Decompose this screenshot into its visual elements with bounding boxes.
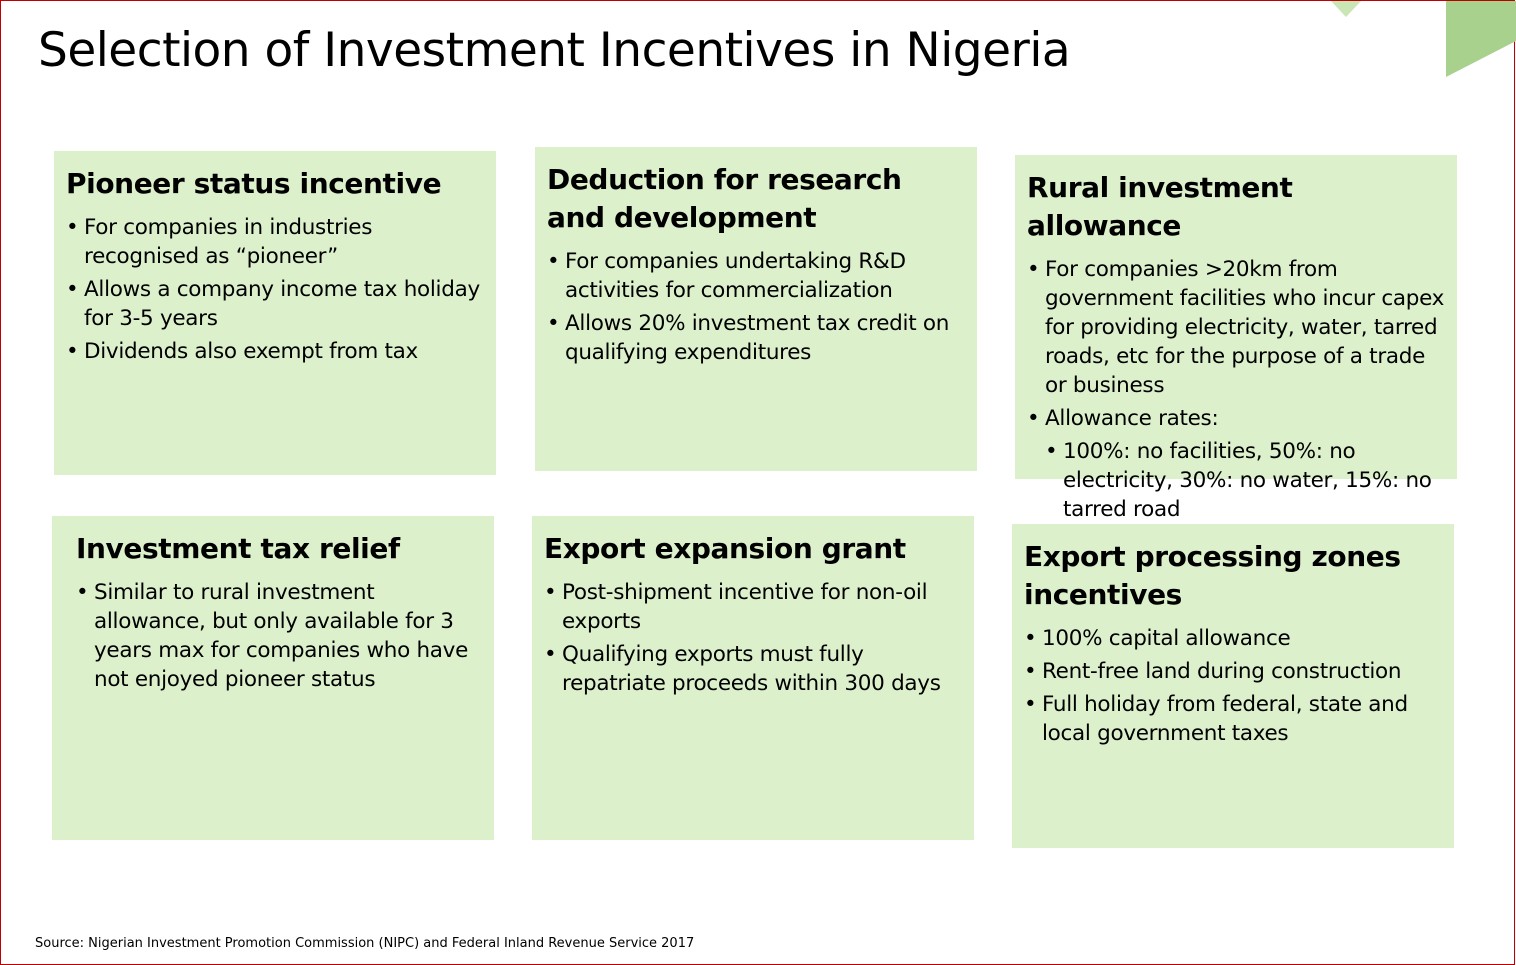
bullet-item: • Allows a company income tax holiday for 3-5 years <box>66 275 484 333</box>
incentive-card-export-processing-zones <box>1012 524 1454 848</box>
card-title: Investment tax relief <box>76 532 400 565</box>
bullet-item: • Allows 20% investment tax credit on qualifying expenditures <box>547 309 965 367</box>
corner-decoration <box>1301 1 1516 81</box>
incentive-card-rural-investment <box>1015 155 1457 522</box>
bullet-item: • 100% capital allowance <box>1024 624 1442 653</box>
bullet-item: • Rent-free land during construction <box>1024 657 1442 686</box>
card-title: Export expansion grant <box>544 532 906 565</box>
bullet-list <box>1027 255 1445 524</box>
incentive-card-research-development <box>535 147 977 471</box>
card-title: Pioneer status incentive <box>66 167 442 200</box>
sub-bullet-item: • 100%: no facilities, 50%: no electricity, 30%: no water, 15%: no tarred road <box>1045 437 1445 524</box>
bullet-list <box>1024 624 1442 748</box>
bullet-item: • Post-shipment incentive for non-oil exports <box>544 578 962 636</box>
incentive-card-investment-tax-relief <box>52 516 494 840</box>
bullet-list <box>544 578 962 698</box>
card-title: Deduction for research and development <box>547 163 902 234</box>
green-triangle-shape <box>1301 1 1516 81</box>
bullet-list <box>76 578 482 694</box>
bullet-item: • Qualifying exports must fully repatriate proceeds within 300 days <box>544 640 962 698</box>
bullet-item: • For companies undertaking R&D activities for commercialization <box>547 247 965 305</box>
source-note: Source: Nigerian Investment Promotion Commission (NIPC) and Federal Inland Revenue Service 2017 <box>35 936 695 951</box>
bullet-item: • Similar to rural investment allowance, but only available for 3 years max for companies who have not enjoyed pioneer status <box>76 578 482 694</box>
bullet-item: • Dividends also exempt from tax <box>66 337 484 366</box>
bullet-item: • Full holiday from federal, state and local government taxes <box>1024 690 1442 748</box>
bullet-list <box>547 247 965 367</box>
bullet-item: • Allowance rates: <box>1027 404 1445 433</box>
bullet-item: • For companies >20km from government facilities who incur capex for providing electricity, water, tarred roads, etc for the purpose of a trade or business <box>1027 255 1445 400</box>
page-title: Selection of Investment Incentives in Nigeria <box>38 23 1071 78</box>
incentive-card-pioneer-status <box>54 151 496 475</box>
card-title: Rural investment allowance <box>1027 171 1293 242</box>
incentive-card-export-expansion <box>532 516 974 840</box>
bullet-item: • For companies in industries recognised as “pioneer” <box>66 213 484 271</box>
card-title: Export processing zones incentives <box>1024 540 1401 611</box>
bullet-list <box>66 213 484 366</box>
